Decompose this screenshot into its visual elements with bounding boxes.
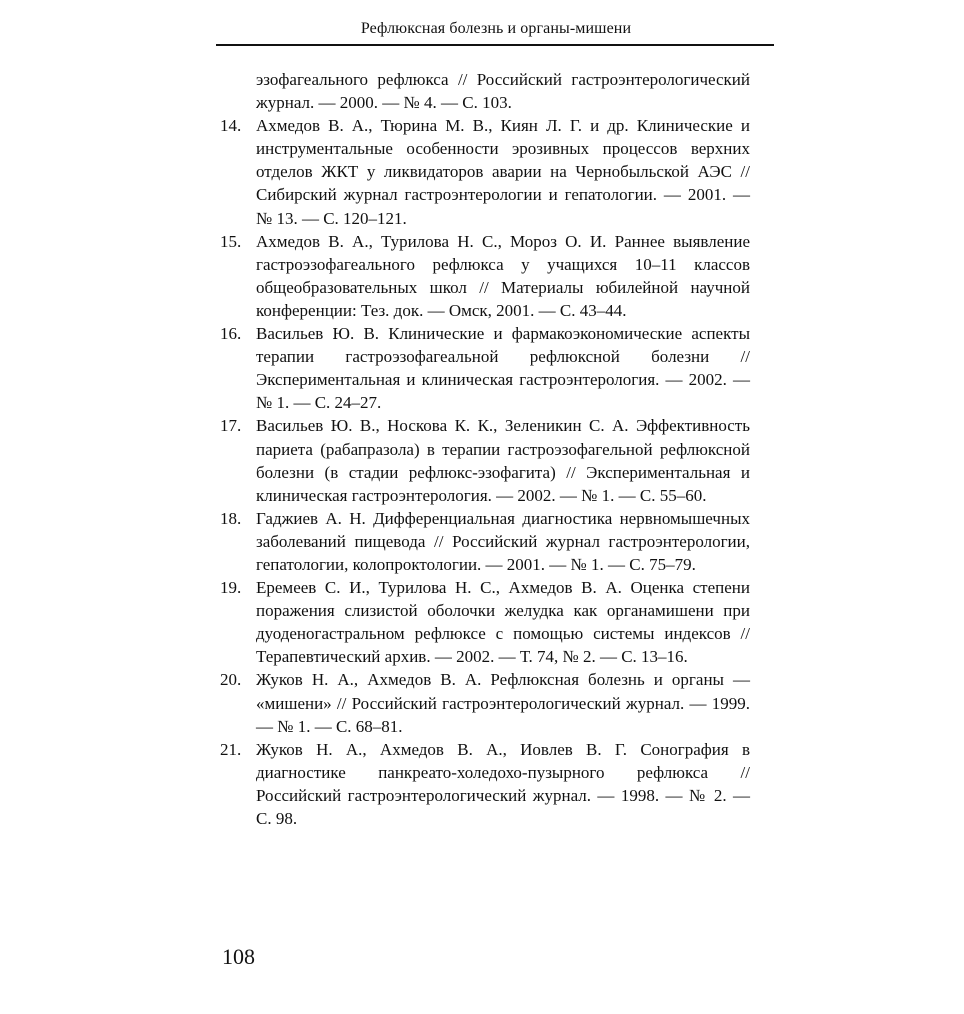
reference-text: Еремеев С. И., Турилова Н. С., Ахмедов В. А. Оценка степени поражения слизистой оболочки желудка как органамишени при дуоденогастральном рефлюксе с помощью системы индексов // Терапевтический архив. — 2002. — Т. 74, № 2. — С. 13–16. — [256, 578, 750, 667]
reference-item — [220, 322, 750, 414]
reference-number: 21. — [220, 739, 242, 759]
running-head: Рефлюксная болезнь и органы-мишени — [360, 20, 632, 37]
reference-number: 17. — [220, 416, 242, 436]
reference-continuation — [220, 68, 750, 114]
reference-number: 16. — [220, 324, 242, 344]
reference-item — [220, 668, 750, 737]
reference-text: эзофагеального рефлюкса // Российский гастроэнтерологический журнал. — 2000. — № 4. — С. 103. — [256, 70, 750, 113]
reference-number: 18. — [220, 508, 242, 528]
reference-item — [220, 576, 750, 668]
reference-text: Ахмедов В. А., Турилова Н. С., Мороз О. И. Раннее выявление гастроэзофагеального рефлюкса у учащихся 10–11 классов общеобразовательных школ // Материалы юбилейной научной конференции: Тез. док. — Омск, 2001. — С. 43–44. — [256, 231, 750, 320]
reference-list — [220, 68, 750, 830]
reference-number: 20. — [220, 670, 242, 690]
reference-number: 19. — [220, 578, 242, 598]
reference-item — [220, 507, 750, 576]
reference-item — [220, 414, 750, 506]
reference-text: Гаджиев А. Н. Дифференциальная диагностика нервномышечных заболеваний пищевода // Российский журнал гастроэнтерологии, гепатологии, колопроктологии. — 2001. — № 1. — С. 75–79. — [256, 508, 750, 574]
reference-text: Жуков Н. А., Ахмедов В. А., Иовлев В. Г. Сонография в диагностике панкреато-холедохо-пузырного рефлюкса // Российский гастроэнтерологический журнал. — 1998. — № 2. — С. 98. — [256, 739, 750, 828]
reference-item — [220, 738, 750, 830]
reference-text: Васильев Ю. В. Клинические и фармакоэкономические аспекты терапии гастроэзофагеальной рефлюксной болезни // Экспериментальная и клиническая гастроэнтерология. — 2002. — № 1. — С. 24–27. — [256, 324, 750, 413]
reference-text: Васильев Ю. В., Носкова К. К., Зеленикин С. А. Эффективность париета (рабапразола) в терапии гастроэзофагельной рефлюксной болезни (в стадии рефлюкс-эзофагита) // Экспериментальная и клиническая гастроэнтерология. — 2002. — № 1. — С. 55–60. — [256, 416, 750, 505]
header-rule — [216, 44, 774, 46]
reference-item — [220, 230, 750, 322]
reference-number: 15. — [220, 231, 242, 251]
reference-text: Жуков Н. А., Ахмедов В. А. Рефлюксная болезнь и органы — «мишени» // Российский гастроэнтерологический журнал. — 1999. — № 1. — С. 68–81. — [256, 670, 750, 736]
reference-item — [220, 114, 750, 229]
reference-text: Ахмедов В. А., Тюрина М. В., Киян Л. Г. и др. Клинические и инструментальные особенности эрозивных процессов верхних отделов ЖКТ у ликвидаторов аварии на Чернобыльской АЭС // Сибирский журнал гастроэнтерологии и гепатологии. — 2001. — № 13. — С. 120–121. — [256, 116, 750, 228]
page-number: 108 — [222, 944, 255, 969]
reference-number: 14. — [220, 116, 242, 136]
